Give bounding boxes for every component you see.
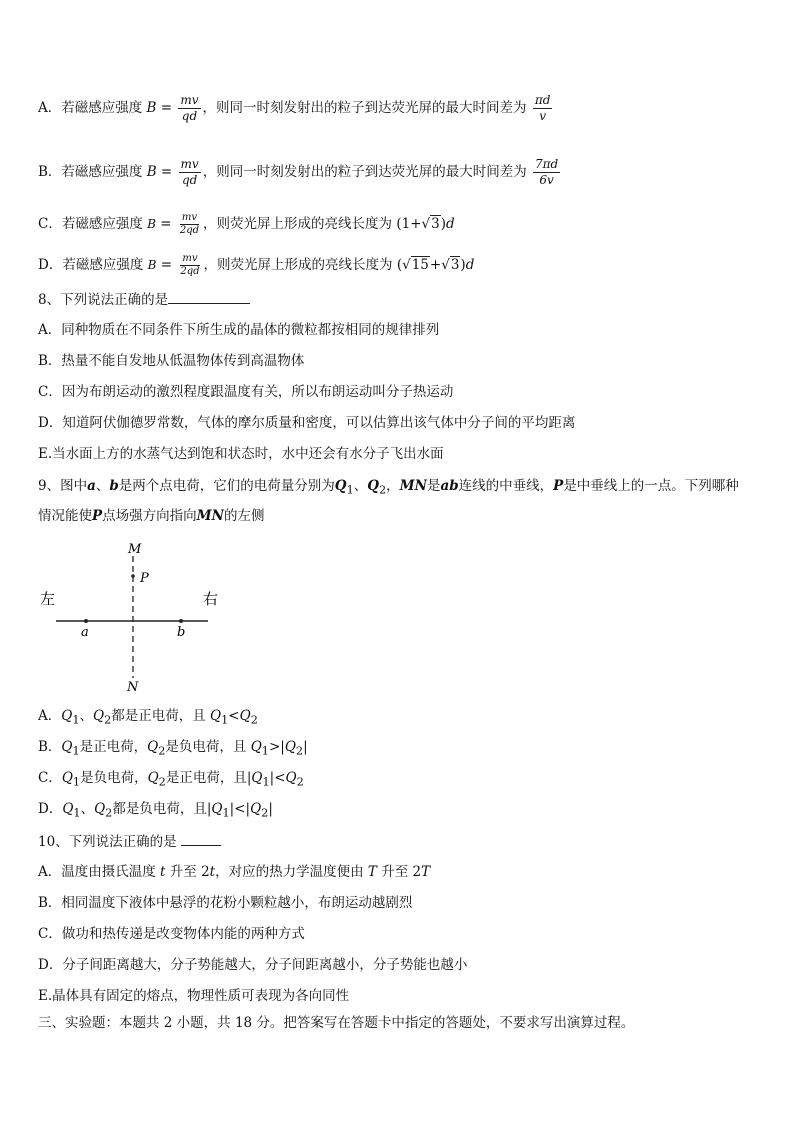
q9-text: 连线的中垂线，	[458, 478, 554, 494]
q10-option-a: A．温度由摄氏温度 t 升至 2t，对应的热力学温度便由 T 升至 2T	[38, 864, 431, 880]
q10-option-c: C．做功和热传递是改变物体内能的两种方式	[38, 926, 305, 942]
section-3-heading: 三、实验题：本题共 2 小题，共 18 分。把答案写在答题卡中指定的答题处，不要求写出演算过程。	[38, 1015, 635, 1031]
q9-option-b: B．$Q_1$是正电荷，$Q_2$是负电荷，且 $Q_1>|Q_2|$	[38, 739, 308, 758]
q9-d-text: D．	[38, 801, 63, 817]
q9-text: 是	[426, 478, 441, 494]
q8-option-d: D．知道阿伏伽德罗常数，气体的摩尔质量和密度，可以估算出该气体中分子间的平均距离	[38, 415, 576, 431]
q7-option-d: D．若磁感应强度 B = $\frac{mv}{2qd}$ ，则荧光屏上形成的亮线长度为 (√15+√3)d	[38, 253, 475, 277]
q9-option-d: D．$Q_1$、$Q_2$都是负电荷，且$|Q_1|<|Q_2|$	[38, 801, 273, 820]
q9-option-a: A．$Q_1$、$Q_2$都是正电荷，且 $Q_1<Q_2$	[38, 708, 258, 727]
label-a: a	[81, 625, 89, 640]
label-m: M	[128, 542, 142, 557]
q9-c-text: 是正电荷，且	[165, 770, 247, 786]
label-right: 右	[203, 590, 219, 608]
q8-option-c: C．因为布朗运动的激烈程度跟温度有关，所以布朗运动叫分子热运动	[38, 384, 454, 400]
q7-option-c: C．若磁感应强度 B = $\frac{mv}{2qd}$ ，则荧光屏上形成的亮线长度为 (1+√3)d	[38, 212, 455, 236]
q7-d-text1: D．若磁感应强度	[38, 257, 144, 273]
q7-c-text1: C．若磁感应强度	[38, 216, 143, 232]
q8-option-a: A．同种物质在不同条件下所生成的晶体的微粒都按相同的规律排列	[38, 322, 440, 338]
fraction-7pi-d-6v: $\frac{7\pi d}{6v}$	[535, 157, 559, 187]
q9-text: 是两个点电荷，它们的电荷量分别为	[118, 478, 335, 494]
q8-stem	[38, 289, 250, 310]
q9-stem-line1: 9、图中a、b是两个点电荷，它们的电荷量分别为$Q_1$、$Q_2$，MN是ab连线的中垂线，P是中垂线上的一点。下列哪种	[38, 478, 739, 497]
expr-1-plus-sqrt3-d: (1+√3)d	[396, 216, 455, 232]
label-left: 左	[40, 590, 56, 608]
q9-a-text: 都是正电荷，且	[111, 708, 206, 724]
q7-d-text2: ，则荧光屏上形成的亮线长度为	[203, 257, 393, 273]
label-b: b	[177, 625, 186, 640]
q9-c-text: C．	[38, 770, 62, 786]
q10-stem	[38, 831, 221, 852]
q7-c-text2: ，则荧光屏上形成的亮线长度为	[203, 216, 393, 232]
q9-option-c: C．$Q_1$是负电荷，$Q_2$是正电荷，且$|Q_1|<Q_2$	[38, 770, 304, 789]
q9-c-text: 是负电荷，	[80, 770, 148, 786]
q9-text: 情况能使	[38, 508, 92, 524]
fraction-mv-qd: $\frac{mv}{qd}$	[180, 157, 199, 187]
fraction-mv-2qd: $\frac{mv}{2qd}$	[180, 253, 200, 277]
q10-a-text: 升至	[381, 864, 409, 880]
q10-option-e: E.晶体具有固定的熔点，物理性质可表现为各向同性	[38, 988, 350, 1004]
expr-sqrt15-plus-sqrt3-d: (√15+√3)d	[396, 257, 475, 273]
q9-text: 的左侧	[223, 508, 265, 524]
answer-blank	[181, 831, 221, 846]
q10-option-b: B．相同温度下液体中悬浮的花粉小颗粒越小，布朗运动越剧烈	[38, 895, 413, 911]
q9-b-text: 是正电荷，	[79, 739, 148, 755]
q10-a-text: A．温度由摄氏温度	[38, 864, 156, 880]
q10-option-d: D．分子间距离越大，分子势能越大，分子间距离越小，分子势能也越小	[38, 957, 468, 973]
charge-b-dot	[179, 619, 183, 623]
fraction-mv-qd: $\frac{mv}{qd}$	[180, 93, 199, 123]
label-p: P	[140, 571, 149, 586]
q8-option-e: E.当水面上方的水蒸气达到饱和状态时，水中还会有水分子飞出水面	[38, 446, 444, 462]
charge-a-dot	[84, 619, 88, 623]
q9-a-text: A．	[38, 708, 62, 724]
fraction-mv-2qd: $\frac{mv}{2qd}$	[179, 212, 200, 236]
q7-a-text2: ，则同一时刻发射出的粒子到达荧光屏的最大时间差为	[202, 100, 527, 116]
q9-text: 点场强方向指向	[102, 508, 197, 524]
label-n: N	[127, 680, 139, 695]
charge-diagram	[38, 538, 228, 698]
q9-text: 是中垂线上的一点。下列哪种	[563, 478, 739, 494]
q10-a-text: 升至	[169, 864, 197, 880]
q8-stem-text: 8、下列说法正确的是	[38, 292, 169, 308]
q7-a-text1: A．若磁感应强度	[38, 100, 143, 116]
q9-b-text: B．	[38, 739, 62, 755]
q10-stem-text: 10、下列说法正确的是	[38, 834, 177, 850]
q9-d-text: 都是负电荷，且	[112, 801, 207, 817]
point-p-dot	[131, 574, 135, 578]
q7-option-a: A．若磁感应强度 B = $\frac{mv}{qd}$ ，则同一时刻发射出的粒子到达荧光屏的最大时间差为 $\frac{\pi d}{v}$	[38, 93, 551, 123]
answer-blank	[168, 289, 250, 304]
q9-b-text: 是负电荷，且	[165, 739, 247, 755]
q9-text: 9、图中	[38, 478, 88, 494]
fraction-pi-d-v: $\frac{\pi d}{v}$	[534, 93, 551, 123]
q9-stem-line2: 情况能使P点场强方向指向MN的左侧	[38, 508, 265, 524]
q8-option-b: B．热量不能自发地从低温物体传到高温物体	[38, 353, 305, 369]
q7-option-b: B．若磁感应强度 B = $\frac{mv}{qd}$ ，则同一时刻发射出的粒子到达荧光屏的最大时间差为 $\frac{7\pi d}{6v}$	[38, 157, 559, 187]
q10-a-text: ，对应的热力学温度便由	[215, 864, 364, 880]
q7-b-text2: ，则同一时刻发射出的粒子到达荧光屏的最大时间差为	[202, 164, 527, 180]
q7-b-text1: B．若磁感应强度	[38, 164, 143, 180]
